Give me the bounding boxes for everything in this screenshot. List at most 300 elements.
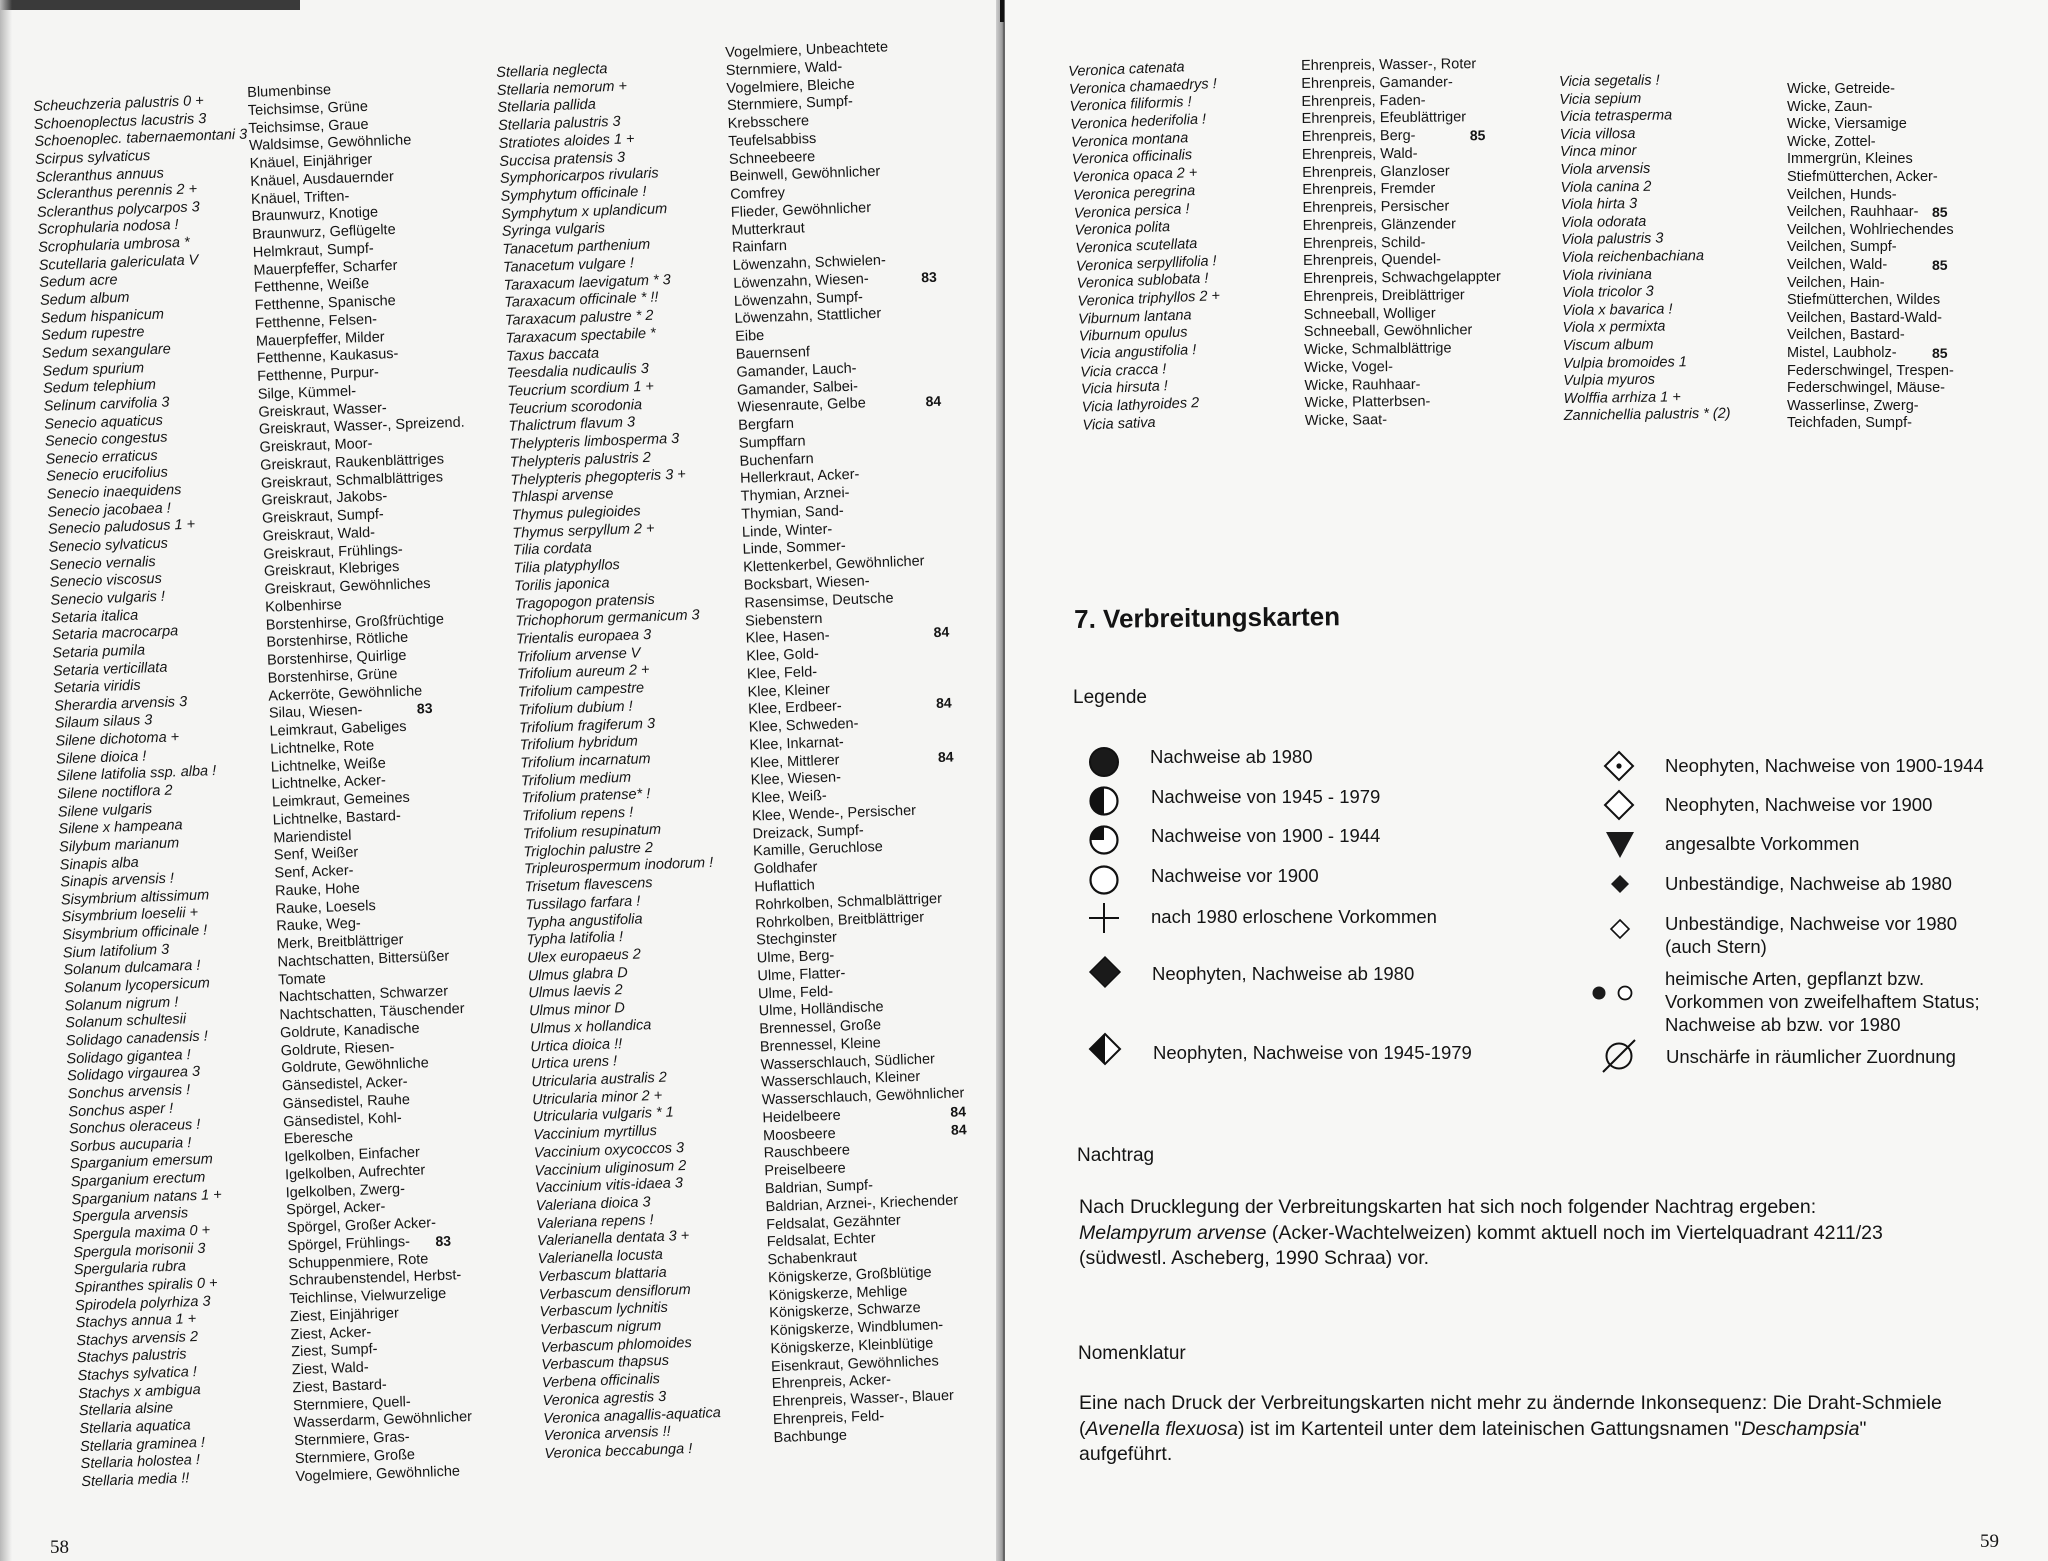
scientific-name: Tussilago farfara ! — [525, 893, 641, 914]
scientific-name: Viola x bavarica ! — [1562, 301, 1673, 319]
common-name: Wasserschlauch, Südlicher — [760, 1050, 936, 1074]
scientific-name: Veronica sublobata ! — [1076, 270, 1209, 293]
common-name: Ulme, Feld- — [757, 983, 834, 1002]
common-name: Mauerpfeffer, Milder — [255, 328, 385, 350]
common-name: Veilchen, Rauhhaar- — [1787, 204, 1919, 221]
scientific-name: Solidago virgaurea 3 — [66, 1064, 201, 1085]
common-name: Sternmiere, Wald- — [725, 58, 843, 79]
scientific-name: Vulpia myuros — [1563, 371, 1655, 390]
scientific-name: Thelypteris phegopteris 3 + — [510, 466, 686, 489]
common-name: Feldsalat, Echter — [766, 1230, 876, 1251]
common-name: Schneeball, Wolliger — [1303, 305, 1436, 323]
scientific-name: Solidago canadensis ! — [65, 1028, 208, 1050]
common-name: Königskerze, Schwarze — [769, 1300, 922, 1322]
scientific-name: Sedum album — [39, 289, 130, 309]
common-name: Greiskraut, Frühlings- — [263, 541, 403, 563]
species-entry — [1787, 169, 1954, 187]
scientific-name: Symphytum officinale ! — [500, 183, 647, 205]
legend-label: Nachweise von 1945 - 1979 — [1151, 786, 1381, 807]
common-name: Knäuel, Triften- — [250, 188, 350, 208]
species-entry — [1561, 248, 1728, 268]
common-name: Igelkolben, Aufrechter — [284, 1162, 426, 1184]
common-name: Fetthenne, Weiße — [253, 276, 370, 297]
common-name: Fetthenne, Purpur- — [256, 364, 380, 385]
scientific-name: Veronica filiformis ! — [1069, 94, 1192, 116]
common-name: Blumenbinse — [247, 82, 332, 101]
scientific-name: Silene x hampeana — [58, 817, 183, 838]
common-name: Knäuel, Einjähriger — [249, 151, 373, 172]
scientific-name: Thymus pulegioides — [511, 503, 641, 524]
scientific-name: Veronica arvensis !! — [543, 1424, 671, 1445]
common-name: Ehrenpreis, Wald- — [1301, 145, 1418, 163]
scientific-name: Stachys annua 1 + — [75, 1311, 197, 1332]
common-name: Ehrenpreis, Berg- — [1301, 127, 1416, 145]
legend-label: Nachweise ab 1980 — [1150, 746, 1313, 767]
scientific-name: Sinapis alba — [59, 854, 139, 874]
common-name: Kamille, Geruchlose — [752, 839, 884, 860]
species-entry — [1301, 74, 1499, 94]
scientific-name: Vulpia bromoides 1 — [1562, 353, 1688, 372]
scientific-name: Trifolium repens ! — [521, 804, 634, 825]
legend-label: Unschärfe in räumlicher Zuordnung — [1666, 1046, 1956, 1067]
scientific-name: Veronica persica ! — [1073, 200, 1190, 222]
species-entry — [1303, 233, 1501, 253]
common-name: Ehrenpreis, Glanzloser — [1302, 162, 1450, 181]
common-name: Eberesche — [283, 1129, 354, 1148]
scientific-name: Ulmus minor D — [528, 1000, 626, 1020]
scientific-name: Sparganium emersum — [69, 1151, 214, 1173]
common-name: Bergfarn — [738, 415, 795, 434]
map-page-reference: 84 — [933, 623, 950, 641]
scientific-name: Stellaria pallida — [497, 96, 597, 117]
left-page — [0, 0, 1000, 1561]
scientific-name: Spergula morisonii 3 — [73, 1240, 206, 1261]
scientific-name: Vaccinium vitis-idaea 3 — [534, 1175, 684, 1197]
common-name: Ackerröte, Gewöhnliche — [268, 682, 423, 705]
common-name: Siebenstern — [744, 610, 823, 630]
species-entry — [1787, 81, 1954, 99]
scientific-name: Trichophorum germanicum 3 — [515, 607, 700, 630]
common-name: Rauke, Loesels — [275, 897, 376, 917]
scientific-name: Viola arvensis — [1560, 160, 1651, 178]
scientific-name: Sedum hispanicum — [40, 306, 165, 327]
common-name: Braunwurz, Knotige — [251, 204, 379, 226]
common-name: Fetthenne, Spanische — [254, 292, 396, 314]
species-german-column-2 — [725, 38, 976, 1448]
scientific-name: Thelypteris palustris 2 — [509, 449, 652, 471]
common-name: Silge, Kümmel- — [257, 383, 357, 403]
common-name: Ehrenpreis, Feld- — [772, 1408, 885, 1429]
common-name: Veilchen, Hunds- — [1787, 186, 1897, 203]
species-entry — [1301, 56, 1499, 76]
common-name: Stechginster — [756, 929, 838, 949]
common-name: Borstenhirse, Großfrüchtige — [265, 610, 445, 634]
map-page-reference: 84 — [950, 1103, 967, 1120]
scientific-name: Schoenoplec. tabernaemontani 3 — [34, 126, 248, 151]
common-name: Klee, Mittlerer — [749, 752, 840, 772]
species-entry — [1562, 283, 1729, 303]
common-name: Lichtnelke, Rote — [269, 737, 375, 758]
common-name: Eibe — [734, 328, 765, 346]
scientific-name: Vicia segetalis ! — [1559, 72, 1660, 90]
scientific-name: Silene latifolia ssp. alba ! — [56, 763, 217, 785]
common-name: Goldrute, Gewöhnliche — [281, 1055, 430, 1077]
scientific-name: Stachys palustris — [76, 1346, 187, 1367]
legend-label: Unbeständige, Nachweise ab 1980 — [1665, 873, 1952, 894]
species-entry — [1301, 91, 1499, 111]
common-name: Sternmiere, Quell- — [292, 1393, 411, 1414]
scientific-name: Triglochin palustre 2 — [523, 839, 654, 861]
common-name: Ulme, Berg- — [756, 947, 835, 967]
map-page-reference: 84 — [935, 694, 952, 712]
common-name: Ehrenpreis, Gamander- — [1301, 74, 1453, 92]
common-name: Ziest, Sumpf- — [290, 1341, 378, 1361]
map-page-reference: 83 — [416, 700, 433, 717]
common-name: Rauke, Weg- — [276, 915, 361, 935]
scientific-name: Senecio jacobaea ! — [47, 500, 171, 521]
section-title: 7. Verbreitungskarten — [1074, 601, 1341, 634]
scientific-name: Sonchus oleraceus ! — [68, 1116, 201, 1138]
species-german-column-3 — [1301, 56, 1502, 431]
legend-heading: Legende — [1073, 687, 1147, 708]
common-name: Ehrenpreis, Fremder — [1302, 180, 1436, 199]
common-name: Greiskraut, Wasser-, Spreizend. — [258, 414, 465, 439]
common-name: Greiskraut, Moor- — [259, 435, 373, 456]
scientific-name: Solanum lycopersicum — [63, 975, 211, 997]
common-name: Schuppenmiere, Rote — [287, 1250, 429, 1272]
scientific-name: Stellaria neglecta — [496, 61, 608, 81]
common-name: Schneeball, Gewöhnlicher — [1303, 322, 1473, 341]
common-name: Thymian, Sand- — [741, 503, 844, 523]
common-name: Borstenhirse, Rötliche — [266, 629, 409, 651]
species-entry — [1787, 292, 1954, 310]
scientific-name: Veronica triphyllos 2 + — [1077, 288, 1221, 310]
scientific-name: Verbascum phlomoides — [540, 1334, 692, 1356]
common-name: Teichlinse, Vielwurzelige — [289, 1285, 447, 1308]
scientific-name: Taraxacum laevigatum * 3 — [503, 271, 671, 294]
open-diamond-icon — [1601, 787, 1637, 823]
common-name: Mistel, Laubholz- — [1787, 344, 1897, 361]
scientific-name: Scrophularia nodosa ! — [37, 217, 179, 239]
common-name: Klee, Erdbeer- — [747, 698, 842, 718]
species-entry — [1787, 134, 1954, 152]
scientific-name: Trifolium resupinatum — [522, 821, 662, 843]
common-name: Löwenzahn, Stattlicher — [734, 306, 882, 328]
scientific-name: Syringa vulgaris — [501, 220, 606, 241]
common-name: Klee, Inkarnat- — [749, 734, 844, 754]
common-name: Merk, Breitblättriger — [276, 932, 404, 953]
map-page-reference: 85 — [1469, 127, 1486, 144]
scientific-name: Stachys x ambigua — [77, 1381, 201, 1402]
scientific-name: Vicia cracca ! — [1080, 360, 1167, 381]
common-name: Klettenkerbel, Gewöhnlicher — [742, 553, 925, 576]
common-name: Veilchen, Hain- — [1787, 274, 1885, 291]
scientific-name: Trifolium dubium ! — [518, 698, 633, 719]
scientific-name: Trifolium fragiferum 3 — [518, 715, 656, 737]
scientific-name: Sedum rupestre — [41, 324, 145, 345]
species-entry — [1303, 251, 1501, 271]
common-name: Schneebeere — [728, 148, 816, 168]
common-name: Ehrenpreis, Persischer — [1302, 198, 1450, 216]
scientific-name: Sparganium natans 1 + — [71, 1186, 222, 1209]
common-name: Schraubenstendel, Herbst- — [288, 1267, 462, 1290]
species-entry — [1561, 230, 1728, 250]
common-name: Greiskraut, Klebriges — [263, 559, 400, 580]
scientific-name: Teucrium scorodonia — [507, 396, 643, 418]
common-name: Schabenkraut — [767, 1249, 858, 1269]
species-entry — [1787, 99, 1954, 117]
common-name: Greiskraut, Sumpf- — [261, 506, 385, 527]
scientific-name: Ulex europaeus 2 — [526, 946, 642, 967]
common-name: Feldsalat, Gezähnter — [765, 1212, 902, 1233]
scientific-name: Solanum schultesii — [65, 1011, 187, 1032]
species-entry — [1787, 310, 1954, 328]
down-triangle-icon — [1602, 826, 1638, 862]
scientific-name: Silene noctiflora 2 — [57, 782, 173, 803]
scientific-name: Tragopogon pratensis — [514, 591, 656, 613]
common-name: Federschwingel, Mäuse- — [1787, 380, 1945, 397]
common-name: Knäuel, Ausdauernder — [250, 168, 395, 190]
scientific-name: Stellaria holostea ! — [80, 1452, 201, 1473]
common-name: Veilchen, Wohlriechendes — [1787, 221, 1954, 238]
legend-label: Unbeständige, Nachweise vor 1980 (auch Stern) — [1665, 913, 1958, 957]
common-name: Lichtnelke, Acker- — [271, 772, 387, 793]
species-entry — [1302, 109, 1500, 129]
species-entry — [1561, 212, 1728, 232]
common-name: Teufelsabbiss — [728, 130, 817, 150]
scientific-name: Symphytum x uplandicum — [500, 200, 668, 223]
scientific-name: Viscum album — [1562, 336, 1654, 354]
common-name: Veilchen, Bastard- — [1787, 327, 1905, 344]
scientific-name: Torilis japonica — [513, 575, 610, 595]
scientific-name: Tripleurospermum inodorum ! — [523, 855, 714, 878]
scientific-name: Vicia sativa — [1082, 414, 1156, 434]
species-entry — [1563, 388, 1730, 408]
common-name: Königskerze, Mehlige — [768, 1282, 908, 1304]
scientific-name: Trisetum flavescens — [524, 875, 653, 896]
common-name: Nachtschatten, Bittersüßer — [277, 948, 450, 971]
scientific-name: Stellaria graminea ! — [79, 1434, 206, 1455]
scientific-name: Vaccinium oxycoccos 3 — [533, 1139, 685, 1162]
common-name: Krebsschere — [727, 113, 810, 133]
scientific-name: Vinca minor — [1559, 143, 1637, 161]
common-name: Goldrute, Kanadische — [279, 1020, 420, 1042]
common-name: Klee, Schweden- — [748, 715, 859, 736]
scientific-name: Thalictrum flavum 3 — [508, 414, 636, 436]
nachtrag-heading: Nachtrag — [1077, 1145, 1155, 1166]
map-page-reference: 84 — [937, 748, 954, 765]
scientific-name: Vaccinium myrtillus — [533, 1123, 658, 1144]
scientific-name: Valerianella dentata 3 + — [536, 1228, 690, 1250]
common-name: Sternmiere, Gras- — [294, 1429, 410, 1450]
page-number: 58 — [50, 1537, 69, 1558]
common-name: Helmkraut, Sumpf- — [252, 240, 374, 261]
common-name: Klee, Wiesen- — [750, 769, 842, 789]
scientific-name: Sisymbrium officinale ! — [61, 922, 208, 944]
scientific-name: Viola riviniana — [1561, 266, 1652, 284]
species-latin-column-4 — [1559, 72, 1731, 426]
common-name: Klee, Hasen- — [745, 627, 830, 647]
dotted-diamond-icon — [1601, 748, 1637, 784]
common-name: Königskerze, Windblumen- — [769, 1317, 944, 1340]
scientific-name: Tilia cordata — [512, 540, 593, 560]
scientific-name: Silene dichotoma + — [55, 729, 180, 750]
common-name: Königskerze, Kleinblütige — [770, 1335, 934, 1358]
dot-and-ring-icon — [1587, 975, 1637, 1011]
species-german-column-4 — [1787, 81, 1954, 433]
map-page-reference: 85 — [1932, 204, 1948, 221]
legend-label: Neophyten, Nachweise von 1945-1979 — [1153, 1042, 1472, 1063]
common-name: Moosbeere — [762, 1125, 836, 1145]
map-page-reference: 83 — [435, 1232, 452, 1249]
scientific-name: Spergula arvensis — [71, 1205, 189, 1226]
scientific-name: Viola palustris 3 — [1561, 230, 1664, 249]
common-name: Gänsedistel, Kohl- — [282, 1109, 402, 1130]
scientific-name: Senecio vernalis — [49, 553, 156, 574]
species-entry — [1564, 406, 1731, 426]
scientific-name: Utricularia vulgaris * 1 — [532, 1104, 674, 1126]
species-entry — [1787, 275, 1954, 293]
common-name: Gamander, Lauch- — [736, 360, 857, 381]
common-name: Immergrün, Kleines — [1787, 151, 1913, 168]
scientific-name: Sparganium erectum — [70, 1169, 206, 1191]
scientific-name: Ulmus x hollandica — [529, 1016, 652, 1038]
scientific-name: Stachys arvensis 2 — [76, 1328, 199, 1350]
common-name: Senf, Acker- — [274, 862, 354, 882]
scientific-name: Veronica hederifolia ! — [1070, 111, 1207, 134]
common-name: Klee, Wende-, Persischer — [751, 802, 917, 825]
nomenklatur-paragraph: Eine nach Druck der Verbreitungskarten nicht mehr zu ändernde Inkonsequenz: Die Draht-Schmiele (Avenella flexuosa) ist im Kartenteil unter dem lateinischen Gattungsnamen "Deschampsia" aufgeführt. — [1079, 1392, 1942, 1465]
common-name: Ehrenpreis, Schwachgelappter — [1303, 268, 1501, 287]
half-filled-circle-icon — [1086, 783, 1122, 819]
common-name: Linde, Sommer- — [742, 538, 847, 559]
common-name: Sumpffarn — [738, 433, 806, 452]
common-name: Goldhafer — [753, 859, 818, 878]
filled-circle-icon — [1086, 744, 1122, 780]
legend-label: Neophyten, Nachweise ab 1980 — [1152, 963, 1415, 984]
species-entry — [1303, 287, 1501, 307]
common-name: Waldsimse, Gewöhnliche — [248, 132, 412, 155]
species-entry — [1304, 322, 1502, 342]
common-name: Stiefmütterchen, Wildes — [1787, 292, 1941, 309]
scientific-name: Scheuchzeria palustris 0 + — [33, 93, 204, 115]
scientific-name: Scrophularia umbrosa * — [37, 234, 190, 257]
scientific-name: Taraxacum officinale * !! — [504, 289, 659, 312]
species-entry — [1562, 265, 1729, 285]
common-name: Teichfaden, Sumpf- — [1787, 415, 1912, 432]
common-name: Greiskraut, Raukenblättriges — [260, 451, 445, 474]
common-name: Spörgel, Großer Acker- — [286, 1215, 437, 1237]
common-name: Wicke, Vogel- — [1304, 358, 1393, 376]
common-name: Rainfarn — [731, 238, 788, 257]
scientific-name: Scutellaria galericulata V — [38, 252, 199, 274]
species-entry — [1563, 353, 1730, 373]
scientific-name: Silene dioica ! — [55, 748, 147, 768]
scientific-name: Viola hirta 3 — [1560, 196, 1638, 214]
common-name: Klee, Weiß- — [751, 788, 828, 807]
scientific-name: Vicia villosa — [1559, 125, 1636, 143]
common-name: Baldrian, Sumpf- — [764, 1177, 874, 1198]
common-name: Tomate — [277, 970, 327, 988]
scientific-name: Verbascum nigrum — [539, 1318, 662, 1339]
common-name: Klee, Gold- — [746, 646, 820, 665]
common-name: Bauernsenf — [735, 344, 811, 363]
species-entry — [1305, 393, 1503, 413]
common-name: Buchenfarn — [739, 450, 814, 470]
scientific-name: Trifolium pratense* ! — [521, 786, 651, 808]
scientific-name: Trifolium incarnatum — [520, 751, 651, 772]
scientific-name: Viburnum opulus — [1078, 324, 1188, 346]
common-name: Veilchen, Bastard-Wald- — [1787, 309, 1943, 326]
species-entry — [1787, 257, 1954, 275]
species-latin-column-2 — [496, 58, 734, 1464]
common-name: Wasserlinse, Zwerg- — [1787, 397, 1919, 414]
common-name: Löwenzahn, Schwielen- — [732, 252, 887, 275]
scientific-name: Taraxacum palustre * 2 — [504, 307, 654, 329]
species-entry — [1302, 127, 1500, 147]
scientific-name: Setaria pumila — [52, 642, 146, 662]
species-entry — [1304, 358, 1502, 378]
scientific-name: Verbascum lychnitis — [539, 1300, 669, 1321]
species-entry — [1787, 345, 1954, 363]
common-name: Leimkraut, Gemeines — [271, 789, 411, 811]
common-name: Ehrenpreis, Wasser-, Roter — [1301, 56, 1477, 74]
scientific-name: Stellaria nemorum + — [496, 78, 628, 99]
filled-diamond-icon — [1087, 954, 1123, 990]
scientific-name: Senecio viscosus — [49, 571, 163, 591]
common-name: Wiesenraute, Gelbe — [737, 395, 867, 417]
common-name: Nachtschatten, Täuschender — [279, 1000, 465, 1024]
scientific-name: Trientalis europaea 3 — [515, 626, 652, 648]
scientific-name: Solanum dulcamara ! — [63, 958, 201, 979]
scientific-name: Tanacetum vulgare ! — [502, 255, 635, 276]
scientific-name: Sonchus asper ! — [68, 1100, 174, 1120]
common-name: Greiskraut, Wald- — [262, 524, 376, 545]
species-entry — [1303, 269, 1501, 289]
quarter-filled-circle-icon — [1086, 822, 1122, 858]
scientific-name: Sonchus arvensis ! — [67, 1081, 191, 1103]
scientific-name: Veronica polita — [1074, 219, 1171, 240]
common-name: Wicke, Schmalblättrige — [1303, 340, 1452, 358]
common-name: Huflattich — [754, 877, 816, 896]
nachtrag-paragraph: Nach Drucklegung der Verbreitungskarten hat sich noch folgender Nachtrag ergeben: Melampyrum arvense (Acker-Wachtelweizen) kommt aktuell noch im Viertelquadrant 4211/23 (südwestl. Ascheberg, 1990 Schraa) vor. — [1079, 1196, 1883, 1269]
common-name: Ehrenpreis, Dreiblättriger — [1303, 287, 1465, 305]
common-name: Borstenhirse, Quirlige — [266, 647, 407, 669]
scientific-name: Vicia hirsuta ! — [1080, 378, 1169, 399]
common-name: Lichtnelke, Weiße — [270, 755, 387, 776]
common-name: Nachtschatten, Schwarzer — [278, 983, 449, 1006]
scientific-name: Trifolium campestre — [517, 680, 645, 701]
scientific-name: Stellaria palustris 3 — [497, 113, 621, 135]
scientific-name: Sisymbrium loeselii + — [61, 905, 199, 926]
scientific-name: Valerianella locusta — [537, 1247, 664, 1268]
common-name: Rohrkolben, Schmalblättriger — [754, 890, 943, 914]
common-name: Wicke, Zaun- — [1787, 98, 1873, 115]
scientific-name: Setaria verticillata — [52, 659, 168, 680]
species-entry — [1560, 177, 1727, 197]
scientific-name: Ulmus glabra D — [527, 964, 628, 985]
scientific-name: Trifolium medium — [520, 769, 632, 790]
common-name: Vogelmiere, Bleiche — [726, 76, 855, 97]
scientific-name: Viburnum lantana — [1077, 306, 1192, 328]
common-name: Mutterkraut — [731, 219, 806, 239]
common-name: Veilchen, Sumpf- — [1787, 239, 1897, 256]
common-name: Gänsedistel, Rauhe — [282, 1091, 411, 1113]
species-entry — [1787, 116, 1954, 134]
scientific-name: Veronica agrestis 3 — [542, 1388, 667, 1410]
common-name: Comfrey — [729, 185, 786, 204]
common-name: Wasserdarm, Gewöhnlicher — [293, 1409, 473, 1432]
